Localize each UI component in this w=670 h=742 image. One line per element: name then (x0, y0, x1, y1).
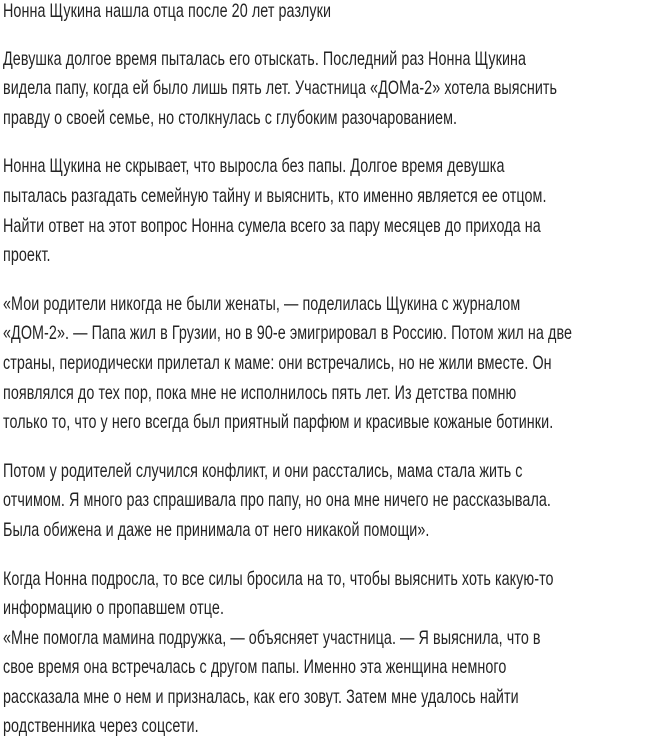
paragraph-2 (3, 152, 665, 270)
paragraph-line: появлялся до тех пор, пока мне не исполнилось пять лет. Из детства помню (3, 379, 665, 409)
spacer (3, 133, 665, 152)
paragraph-line: только то, что у него всегда был приятный парфюм и красивые кожаные ботинки. (3, 408, 665, 438)
paragraph-line: отчимом. Я много раз спрашивала про папу, но она мне ничего не рассказывала. (3, 486, 665, 516)
paragraph-line: Найти ответ на этот вопрос Нонна сумела всего за пару месяцев до прихода на (3, 212, 665, 242)
paragraph-4 (3, 457, 665, 546)
paragraph-line: Когда Нонна подросла, то все силы бросила на то, чтобы выяснить хоть какую-то (3, 565, 665, 595)
paragraph-line: «Мои родители никогда не были женаты, — поделилась Щукина с журналом (3, 290, 665, 320)
article-title: Нонна Щукина нашла отца после 20 лет разлуки (3, 0, 665, 27)
spacer (3, 271, 665, 290)
paragraph-line: Была обижена и даже не принимала от него никакой помощи». (3, 516, 665, 546)
spacer (3, 438, 665, 457)
paragraph-line: рассказала мне о нем и призналась, как его зовут. Затем мне удалось найти (3, 683, 665, 713)
paragraph-line: Потом у родителей случился конфликт, и они расстались, мама стала жить с (3, 457, 665, 487)
spacer (3, 27, 665, 45)
paragraph-line: пыталась разгадать семейную тайну и выяснить, кто именно является ее отцом. (3, 182, 665, 212)
paragraph-line: родственника через соцсети. (3, 712, 665, 742)
paragraph-line: «Мне помогла мамина подружка, — объясняет участница. — Я выяснила, что в (3, 624, 665, 654)
paragraph-line: информацию о пропавшем отце. (3, 594, 665, 624)
paragraph-line: Нонна Щукина не скрывает, что выросла без папы. Долгое время девушка (3, 152, 665, 182)
paragraph-line: свое время она встречалась с другом папы. Именно эта женщина немного (3, 653, 665, 683)
spacer (3, 546, 665, 565)
paragraph-line: страны, периодически прилетал к маме: они встречались, но не жили вместе. Он (3, 349, 665, 379)
paragraph-line: видела папу, когда ей было лишь пять лет. Участница «ДОМа-2» хотела выяснить (3, 74, 665, 104)
paragraph-line: проект. (3, 241, 665, 271)
paragraph-line: Девушка долгое время пыталась его отыскать. Последний раз Нонна Щукина (3, 45, 665, 75)
paragraph-5 (3, 565, 665, 742)
article (3, 0, 665, 742)
paragraph-line: правду о своей семье, но столкнулась с глубоким разочарованием. (3, 104, 665, 134)
paragraph-1 (3, 45, 665, 134)
paragraph-3 (3, 290, 665, 438)
paragraph-line: «ДОМ-2». — Папа жил в Грузии, но в 90-е эмигрировал в Россию. Потом жил на две (3, 319, 665, 349)
